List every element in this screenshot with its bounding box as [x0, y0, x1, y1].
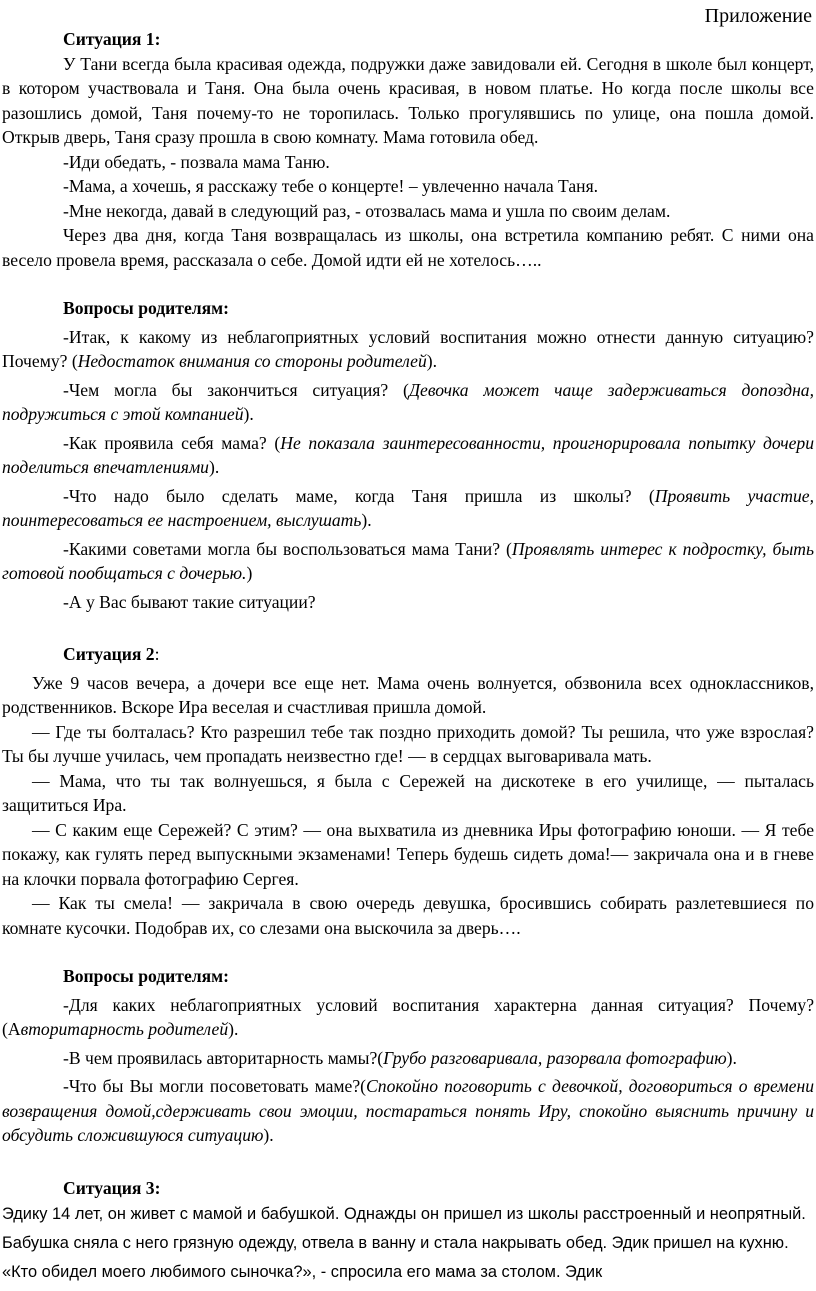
- question-text: -Что надо было сделать маме, когда Таня пришла из школы? (: [63, 485, 655, 506]
- question-item: [2, 484, 814, 533]
- situation-1-dialog-2: -Мама, а хочешь, я расскажу тебе о концерте! – увлеченно начала Таня.: [63, 176, 599, 196]
- question-item: [2, 431, 814, 480]
- spacer: [2, 272, 814, 296]
- question-text: -Какими советами могла бы воспользоваться мама Тани? (: [63, 538, 512, 559]
- question-item: [2, 537, 814, 586]
- question-text: -В чем проявилась авторитарность мамы?(: [63, 1047, 384, 1068]
- situation-2-paragraph-4: — С каким еще Сережей? С этим? — она выхватила из дневника Иры фотографию юноши. — Я тебе покажу, как гулять перед выпускными экзаменами! Теперь будешь сидеть дома!— закричала она и в гневе на клочки порвала фотографию Сергея.: [2, 819, 814, 889]
- appendix-label: Приложение: [704, 5, 812, 27]
- answer-text: Недостаток внимания со стороны родителей: [77, 351, 427, 371]
- questions-2-title: Вопросы родителям:: [63, 966, 229, 986]
- question-text: -Как проявила себя мама? (: [63, 432, 281, 453]
- questions-1-title: Вопросы родителям:: [63, 298, 229, 318]
- question-end: ).: [243, 404, 254, 424]
- question-end: ).: [426, 351, 438, 371]
- situation-2-paragraph-3: — Мама, что ты так волнуешься, я была с Сережей на дискотеке в его училище, — пыталась защититься Ира.: [2, 770, 814, 815]
- answer-text: Проявить участие, поинтересоваться ее настроением, выслушать: [2, 485, 814, 530]
- question-end: ).: [263, 1125, 274, 1145]
- question-item: [2, 1046, 814, 1071]
- situation-1-dialog-1: -Иди обедать, - позвала мама Таню.: [63, 151, 330, 172]
- question-end: ).: [208, 457, 220, 477]
- answer-text: Не показала заинтересованности, проигнорировала попытку дочери поделиться впечатлениями: [2, 432, 814, 477]
- situation-1-dialog-4: Через два дня, когда Таня возвращалась из школы, она встретила компанию ребят. С ними она весело провела время, рассказала о себе. Домой идти ей не хотелось…..: [2, 225, 814, 270]
- question-item: [2, 325, 814, 374]
- situation-2-title: [2, 642, 814, 667]
- situation-3-title: Ситуация 3:: [63, 1177, 161, 1198]
- spacer: [2, 618, 814, 642]
- situation-1-text: У Тани всегда была красивая одежда, подружки даже завидовали ей. Сегодня в школе был концерт, в котором участвовала и Таня. Она была очень красивая, в новом платье. Но когда после школы все разошлись домой, Таня почему-то не торопилась. Только прогулявшись по улице, она пошла домой. Открыв дверь, Таня сразу прошла в свою комнату. Мама готовила обед.: [2, 53, 814, 147]
- answer-text: Грубо разговаривала, разорвала фотографию: [383, 1047, 727, 1068]
- question-text: -Что бы Вы могли посоветовать маме?(: [63, 1076, 367, 1096]
- situation-2-title-text: Ситуация 2: [63, 644, 155, 664]
- situation-3-text: Эдику 14 лет, он живет с мамой и бабушкой. Однажды он пришел из школы расстроенный и неопрятный. Бабушка сняла с него грязную одежду, отвела в ванну и стала накрывать обед. Эдик пришел на кухню. «Кто обидел моего любимого сыночка?», - спросила его мама за столом. Эдик: [2, 1205, 806, 1281]
- question-end: ): [246, 563, 253, 583]
- question-end: ).: [228, 1019, 239, 1039]
- situation-2-paragraph-2: — Где ты болталась? Кто разрешил тебе так поздно приходить домой? Ты решила, что уже взрослая? Ты бы лучше училась, чем пропадать неизвестно где! — в сердцах выговаривала мать.: [2, 721, 814, 766]
- question-text: -Итак, к какому из неблагоприятных условий воспитания можно отнести данную ситуацию? Почему? (: [2, 326, 814, 371]
- situation-2-paragraph-1: Уже 9 часов вечера, а дочери все еще нет. Мама очень волнуется, обзвонила всех одноклассников, родственников. Вскоре Ира веселая и счастливая пришла домой.: [2, 672, 814, 717]
- situation-1-dialog-3: -Мне некогда, давай в следующий раз, - отозвалась мама и ушла по своим делам.: [63, 200, 671, 221]
- spacer: [2, 1152, 814, 1176]
- question-item-last: -А у Вас бывают такие ситуации?: [63, 591, 316, 612]
- question-item: [2, 378, 814, 427]
- answer-text: вторитарность родителей: [20, 1019, 229, 1039]
- answer-text: Проявлять интерес к подростку, быть готовой пообщаться с дочерью.: [2, 538, 814, 583]
- question-text: -Чем могла бы закончиться ситуация? (: [63, 379, 409, 400]
- answer-text: Девочка может чаще задерживаться допоздна, подружиться с этой компанией: [2, 379, 814, 424]
- situation-2-title-colon: :: [154, 644, 160, 664]
- question-text: -Для каких неблагоприятных условий воспитания характерна данная ситуация? Почему? (А: [2, 994, 814, 1039]
- question-end: ).: [726, 1047, 737, 1068]
- question-end: ).: [361, 510, 372, 530]
- question-item: [2, 1074, 814, 1148]
- spacer: [2, 940, 814, 964]
- situation-1-title: Ситуация 1:: [63, 29, 161, 49]
- answer-text: Спокойно поговорить с девочкой, договориться о времени возвращения домой,сдерживать свои эмоции, постараться понять Иру, спокойно выяснить причину и обсудить сложившуюся ситуацию: [2, 1076, 814, 1145]
- question-item: [2, 993, 814, 1042]
- situation-2-paragraph-5: — Как ты смела! — закричала в свою очередь девушка, бросившись собирать разлетевшиеся по комнате кусочки. Подобрав их, со слезами она выскочила за дверь….: [2, 893, 814, 938]
